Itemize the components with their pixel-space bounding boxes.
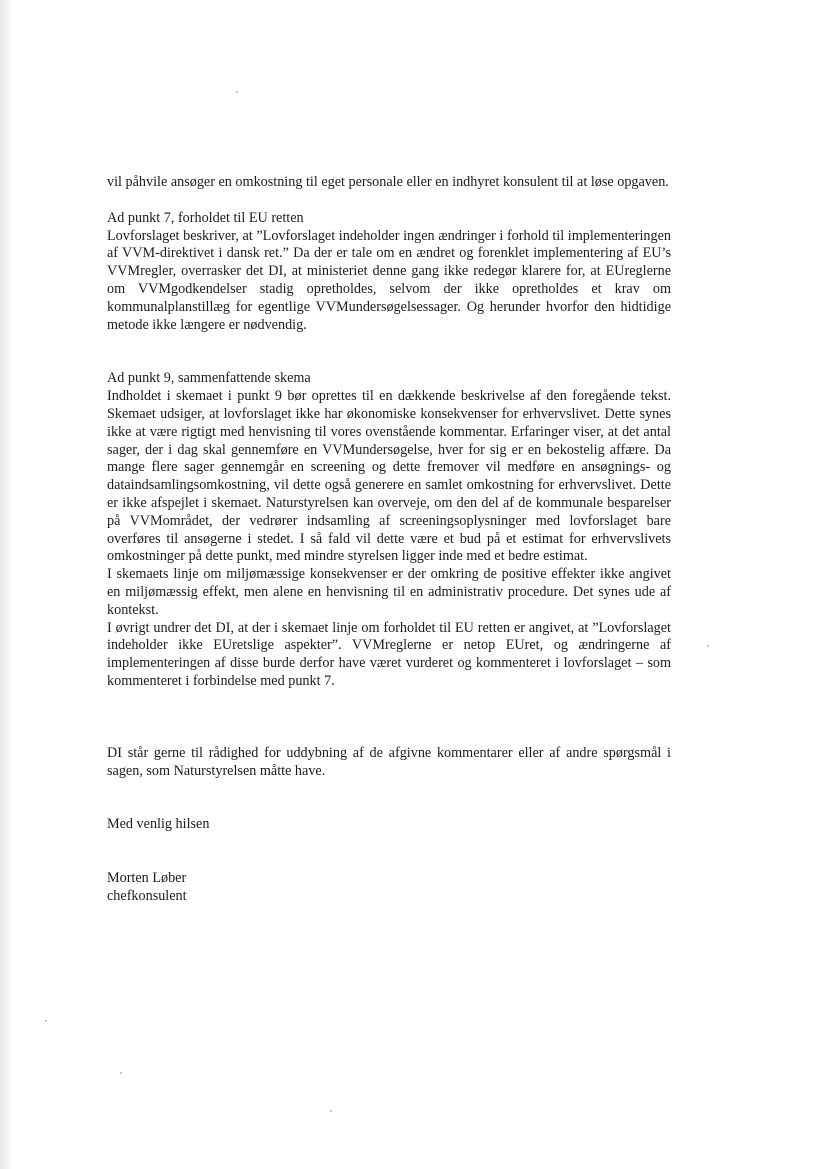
closing-paragraph: DI står gerne til rådighed for uddybning af de afgivne kommentarer eller af andre spørgsmål i sagen, som Naturstyrelsen måtte have. <box>107 744 671 779</box>
section-9-paragraph-3: I øvrigt undrer det DI, at der i skemaet linje om forholdet til EU retten er angivet, at ”Lovforslaget indeholder ikke EUretslige aspekter”. VVMreglerne er netop EUret, og ændringerne af implementeringen af disse burde derfor have været vurderet og kommenteret i lovforslaget – som kommenteret i forbindelse med punkt 7. <box>107 619 671 689</box>
scan-speck <box>120 1072 122 1074</box>
letter-body <box>107 174 671 906</box>
signer-title: chefkonsulent <box>107 887 187 904</box>
salutation: Med venlig hilsen <box>107 816 210 833</box>
scan-speck <box>707 645 709 647</box>
section-9-heading: Ad punkt 9, sammenfattende skema <box>107 370 311 387</box>
scan-speck <box>236 91 238 93</box>
spacer <box>107 192 671 210</box>
section-9-paragraph-1: Indholdet i skemaet i punkt 9 bør oprettes til en dækkende beskrivelse af den foregående tekst. Skemaet udsiger, at lovforslaget ikke har økonomiske konsekvenser for erhvervslivet. Dette synes ikke at være rigtigt med henvisning til vores ovenstående kommentar. Erfaringer viser, at det antal sager, der i dag skal gennemføre en VVMundersøgelse, hver for sig er en bekostelig affære. Da mange flere sager gennemgår en screening og dette fremover vil medføre en ansøgnings- og dataindsamlingsomkostning, vil dette også generere en samlet omkostning for erhvervslivet. Dette er ikke afspejlet i skemaet. Naturstyrelsen kan overveje, om den del af de kommunale besparelser på VVMområdet, der vedrører indsamling af screeningsoplysninger med lovforslaget bare overføres til ansøgerne i stedet. I så fald vil dette være et bud på et estimat for erhvervslivets omkostninger på dette punkt, med mindre styrelsen ligger inde med et bedre estimat. <box>107 388 671 565</box>
section-9-paragraph-2: I skemaets linje om miljømæssige konsekvenser er der omkring de positive effekter ikke angivet en miljømæssig effekt, men alene en henvisning til en administrativ procedure. Det synes ude af kontekst. <box>107 566 671 618</box>
spacer <box>107 780 671 816</box>
scan-left-edge <box>0 0 13 1169</box>
spacer <box>107 691 671 745</box>
spacer <box>107 834 671 870</box>
scan-speck <box>330 1110 332 1112</box>
scan-speck <box>45 1020 47 1022</box>
signer-name: Morten Løber <box>107 870 187 887</box>
section-7-heading: Ad punkt 7, forholdet til EU retten <box>107 209 304 226</box>
section-7-paragraph: Lovforslaget beskriver, at ”Lovforslaget indeholder ingen ændringer i forhold til implementeringen af VVM-direktivet i dansk ret.” Da der er tale om en ændret og forenklet implementering af EU’s VVMregler, overrasker det DI, at ministeriet denne gang ikke redegør klarere for, at EUreglerne om VVMgodkendelser stadig opretholdes, selvom der ikke opretholdes et krav om kommunalplanstillæg for egentlige VVMundersøgelsessager. Og herunder hvorfor den hidtidige metode ikke længere er nødvendig. <box>107 227 671 333</box>
intro-paragraph: vil påhvile ansøger en omkostning til eget personale eller en indhyret konsulent til at løse opgaven. <box>107 174 669 190</box>
spacer <box>107 334 671 370</box>
